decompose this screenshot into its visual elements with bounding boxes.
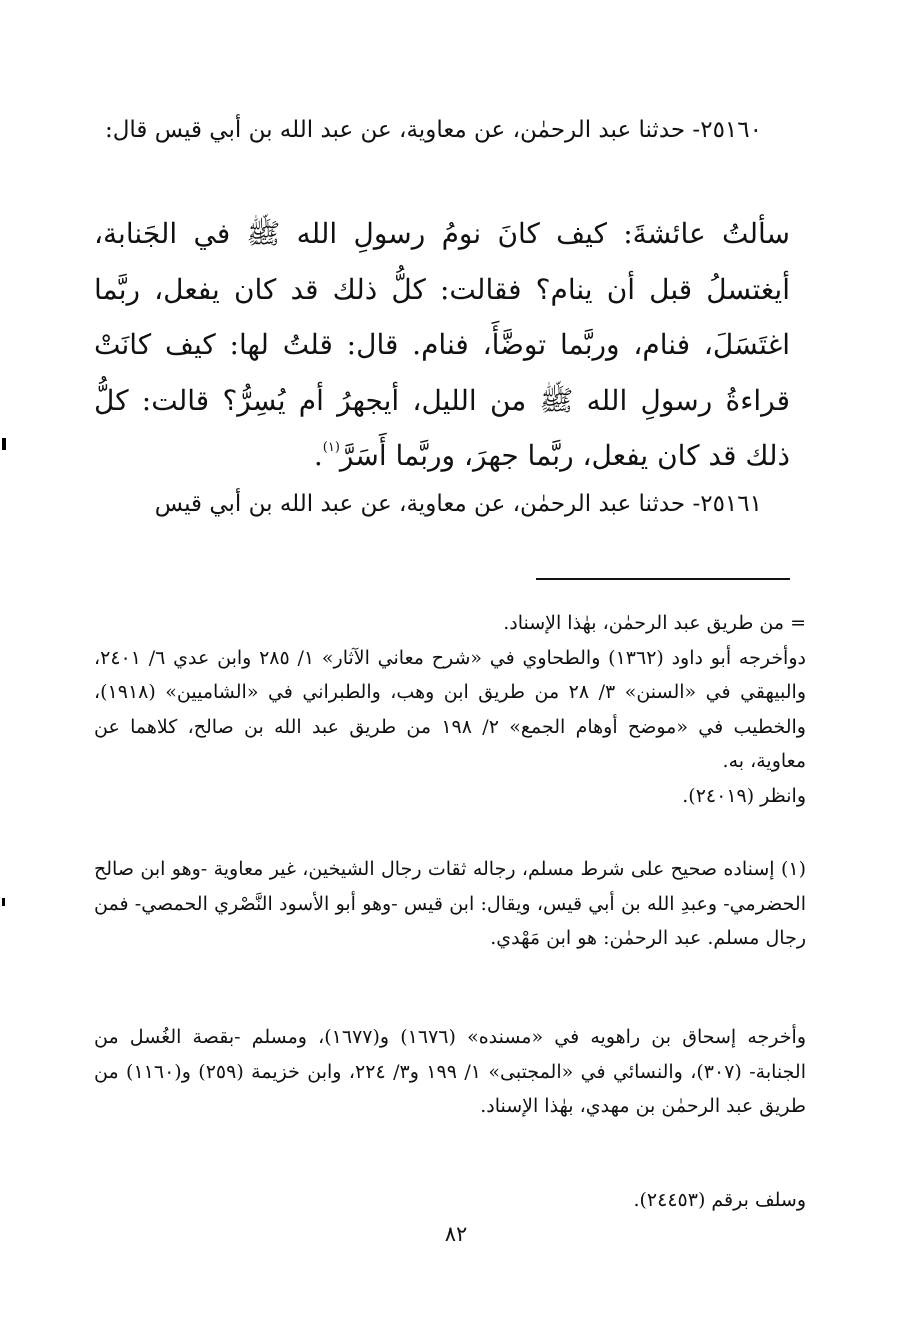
footnote-continuation-line: = من طريق عبد الرحمٰن، بهٰذا الإسناد. xyxy=(503,612,806,634)
footnote-1 xyxy=(94,852,806,956)
scan-edge-mark xyxy=(2,438,6,450)
footnote-1-cross-ref-text: وسلف برقم (٢٤٤٥٣). xyxy=(633,1189,806,1211)
footnote-see-also: وانظر (٢٤٠١٩). xyxy=(682,784,806,807)
matn-text: سألتُ عائشةَ: كيف كانَ نومُ رسولِ الله ﷺ في الجَنابة، أيغتسلُ قبل أن ينام؟ فقالت: كلُّ ذلك قد كان يفعل، ربَّما اغتَسَلَ، فنام، وربَّما توضَّأَ، فنام. قال: قلتُ لها: كيف كانَتْ قراءةُ رسولِ الله ﷺ من الليل، أيجهرُ أم يُسِرُّ؟ قالت: كلُّ ذلك قد كان يفعل، ربَّما جهرَ، وربَّما أَسَرَّ xyxy=(94,217,790,472)
footnote-takhrij: دوأخرجه أبو داود (١٣٦٢) والطحاوي في «شرح معاني الآثار» ١/ ٢٨٥ وابن عدي ٦/ ٢٤٠١، والبيهقي في «السنن» ٣/ ٢٨ من طريق ابن وهب، والطبراني في «الشاميين» (١٩١٨)، والخطيب في «موضح أوهام الجمع» ٢/ ١٩٨ من طريق عبد الله بن صالح، كلاهما عن معاوية، به. xyxy=(94,646,806,772)
footnote-separator xyxy=(536,578,790,580)
footnote-1-takhrij-text: وأخرجه إسحاق بن راهويه في «مسنده» (١٦٧٦) و(١٦٧٧)، ومسلم -بقصة الغُسل من الجنابة- (٣٠٧)، والنسائي في «المجتبى» ١/ ١٩٩ و٣/ ٢٢٤، وابن خزيمة (٢٥٩) و(١١٦٠) من طريق عبد الرحمٰن بن مهدي، بهٰذا الإسناد. xyxy=(94,1026,806,1117)
hadith-25160-isnad: ٢٥١٦٠- حدثنا عبد الرحمٰن، عن معاوية، عن عبد الله بن أبي قيس قال: xyxy=(104,117,762,143)
hadith-25161-isnad: ٢٥١٦١- حدثنا عبد الرحمٰن، عن معاوية، عن عبد الله بن أبي قيس xyxy=(154,491,762,517)
footnote-1-takhrij xyxy=(94,1020,806,1124)
footnote-continuation xyxy=(94,606,806,813)
footnote-1-text: (١) إسناده صحيح على شرط مسلم، رجاله ثقات رجال الشيخين، غير معاوية -وهو ابن صالح الحضرمي- وعبدِ الله بن أبي قيس، ويقال: ابن قيس -وهو أبو الأسود النَّصْري الحمصي- فمن رجال مسلم. عبد الرحمٰن: هو ابن مَهْدي. xyxy=(94,858,806,949)
footnote-ref[interactable]: (١) xyxy=(322,440,340,455)
matn-end: . xyxy=(313,439,323,472)
hadith-25160-matn xyxy=(94,206,790,484)
scan-edge-mark xyxy=(2,898,5,906)
page-number: ٨٢ xyxy=(444,1222,468,1246)
footnote-1-cross-ref xyxy=(94,1183,806,1218)
